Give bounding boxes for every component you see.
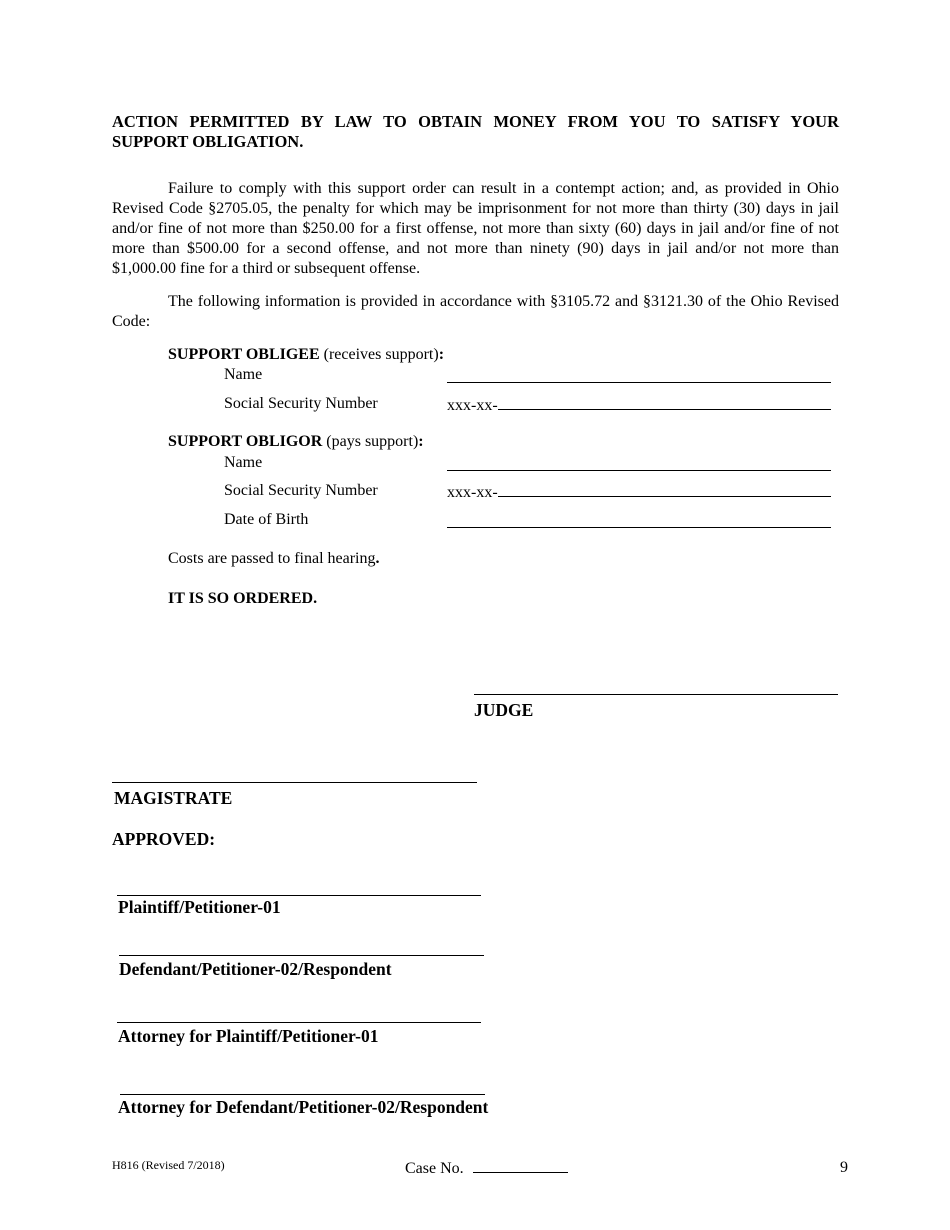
attorney-plaintiff-label: Attorney for Plaintiff/Petitioner-01 [118,1026,379,1046]
obligee-subtitle: (receives support) [323,346,439,363]
costs-statement [168,549,380,569]
obligor-ssn-field[interactable] [447,482,831,503]
defendant-signature-line[interactable] [119,955,484,956]
obligee-ssn-field[interactable] [447,395,831,416]
obligee-colon: : [438,346,445,363]
obligor-colon: : [418,433,424,450]
info-paragraph [112,292,839,332]
obligor-name-field[interactable] [447,470,831,471]
contempt-paragraph-text: Failure to comply with this support order can result in a contempt action; and, as provided in Ohio Revised Code §2705.05, the penalty for which may be imprisonment for not more than thirty (30) days in jail and/or fine of not more than $250.00 for a first offense, not more than sixty (60) days in jail and/or fine of not more than $500.00 for a second offense, and not more than ninety (90) days in jail and/or not more than $1,000.00 fine for a third or subsequent offense. [112,180,839,277]
case-number-field[interactable] [473,1158,568,1173]
costs-text: Costs are passed to final hearing [168,550,376,567]
obligor-dob-field[interactable] [447,527,831,528]
so-ordered: IT IS SO ORDERED. [168,590,318,607]
defendant-label: Defendant/Petitioner-02/Respondent [119,959,392,979]
attorney-defendant-signature-line[interactable] [120,1094,485,1095]
judge-label: JUDGE [474,700,534,720]
costs-period: . [375,550,380,567]
case-number-label: Case No. [405,1160,464,1177]
contempt-paragraph [112,179,839,279]
plaintiff-label: Plaintiff/Petitioner-01 [118,897,281,917]
plaintiff-signature-line[interactable] [117,895,481,896]
obligor-ssn-line[interactable] [498,482,831,497]
obligee-ssn-label: Social Security Number [224,395,378,412]
approved-label: APPROVED: [112,829,216,849]
case-number [405,1158,568,1179]
info-paragraph-text: The following information is provided in accordance with §3105.72 and §3121.30 of the Ohio Revised Code: [112,293,839,330]
attorney-defendant-label: Attorney for Defendant/Petitioner-02/Respondent [118,1097,489,1117]
obligee-ssn-line[interactable] [498,395,831,410]
obligor-dob-label: Date of Birth [224,511,309,528]
obligor-subtitle: (pays support) [326,433,419,450]
obligee-name-field[interactable] [447,382,831,383]
judge-signature-line[interactable] [474,694,838,695]
notice-heading [112,112,839,152]
obligor-heading [168,432,424,452]
magistrate-signature-line[interactable] [112,782,477,783]
obligor-title: SUPPORT OBLIGOR [168,433,323,450]
attorney-plaintiff-signature-line[interactable] [117,1022,481,1023]
magistrate-label: MAGISTRATE [114,788,233,808]
obligee-title: SUPPORT OBLIGEE [168,346,320,363]
obligor-ssn-prefix: xxx-xx- [447,484,498,501]
obligor-ssn-label: Social Security Number [224,482,378,499]
obligee-heading [168,345,444,365]
page-number: 9 [840,1159,848,1176]
obligee-name-label: Name [224,366,263,383]
notice-heading-line1: ACTION PERMITTED BY LAW TO OBTAIN MONEY FROM YOU TO SATISFY YOUR [112,112,839,131]
notice-heading-line2: SUPPORT OBLIGATION. [112,132,304,151]
obligee-ssn-prefix: xxx-xx- [447,397,498,414]
form-id: H816 (Revised 7/2018) [112,1158,225,1172]
obligor-name-label: Name [224,454,263,471]
